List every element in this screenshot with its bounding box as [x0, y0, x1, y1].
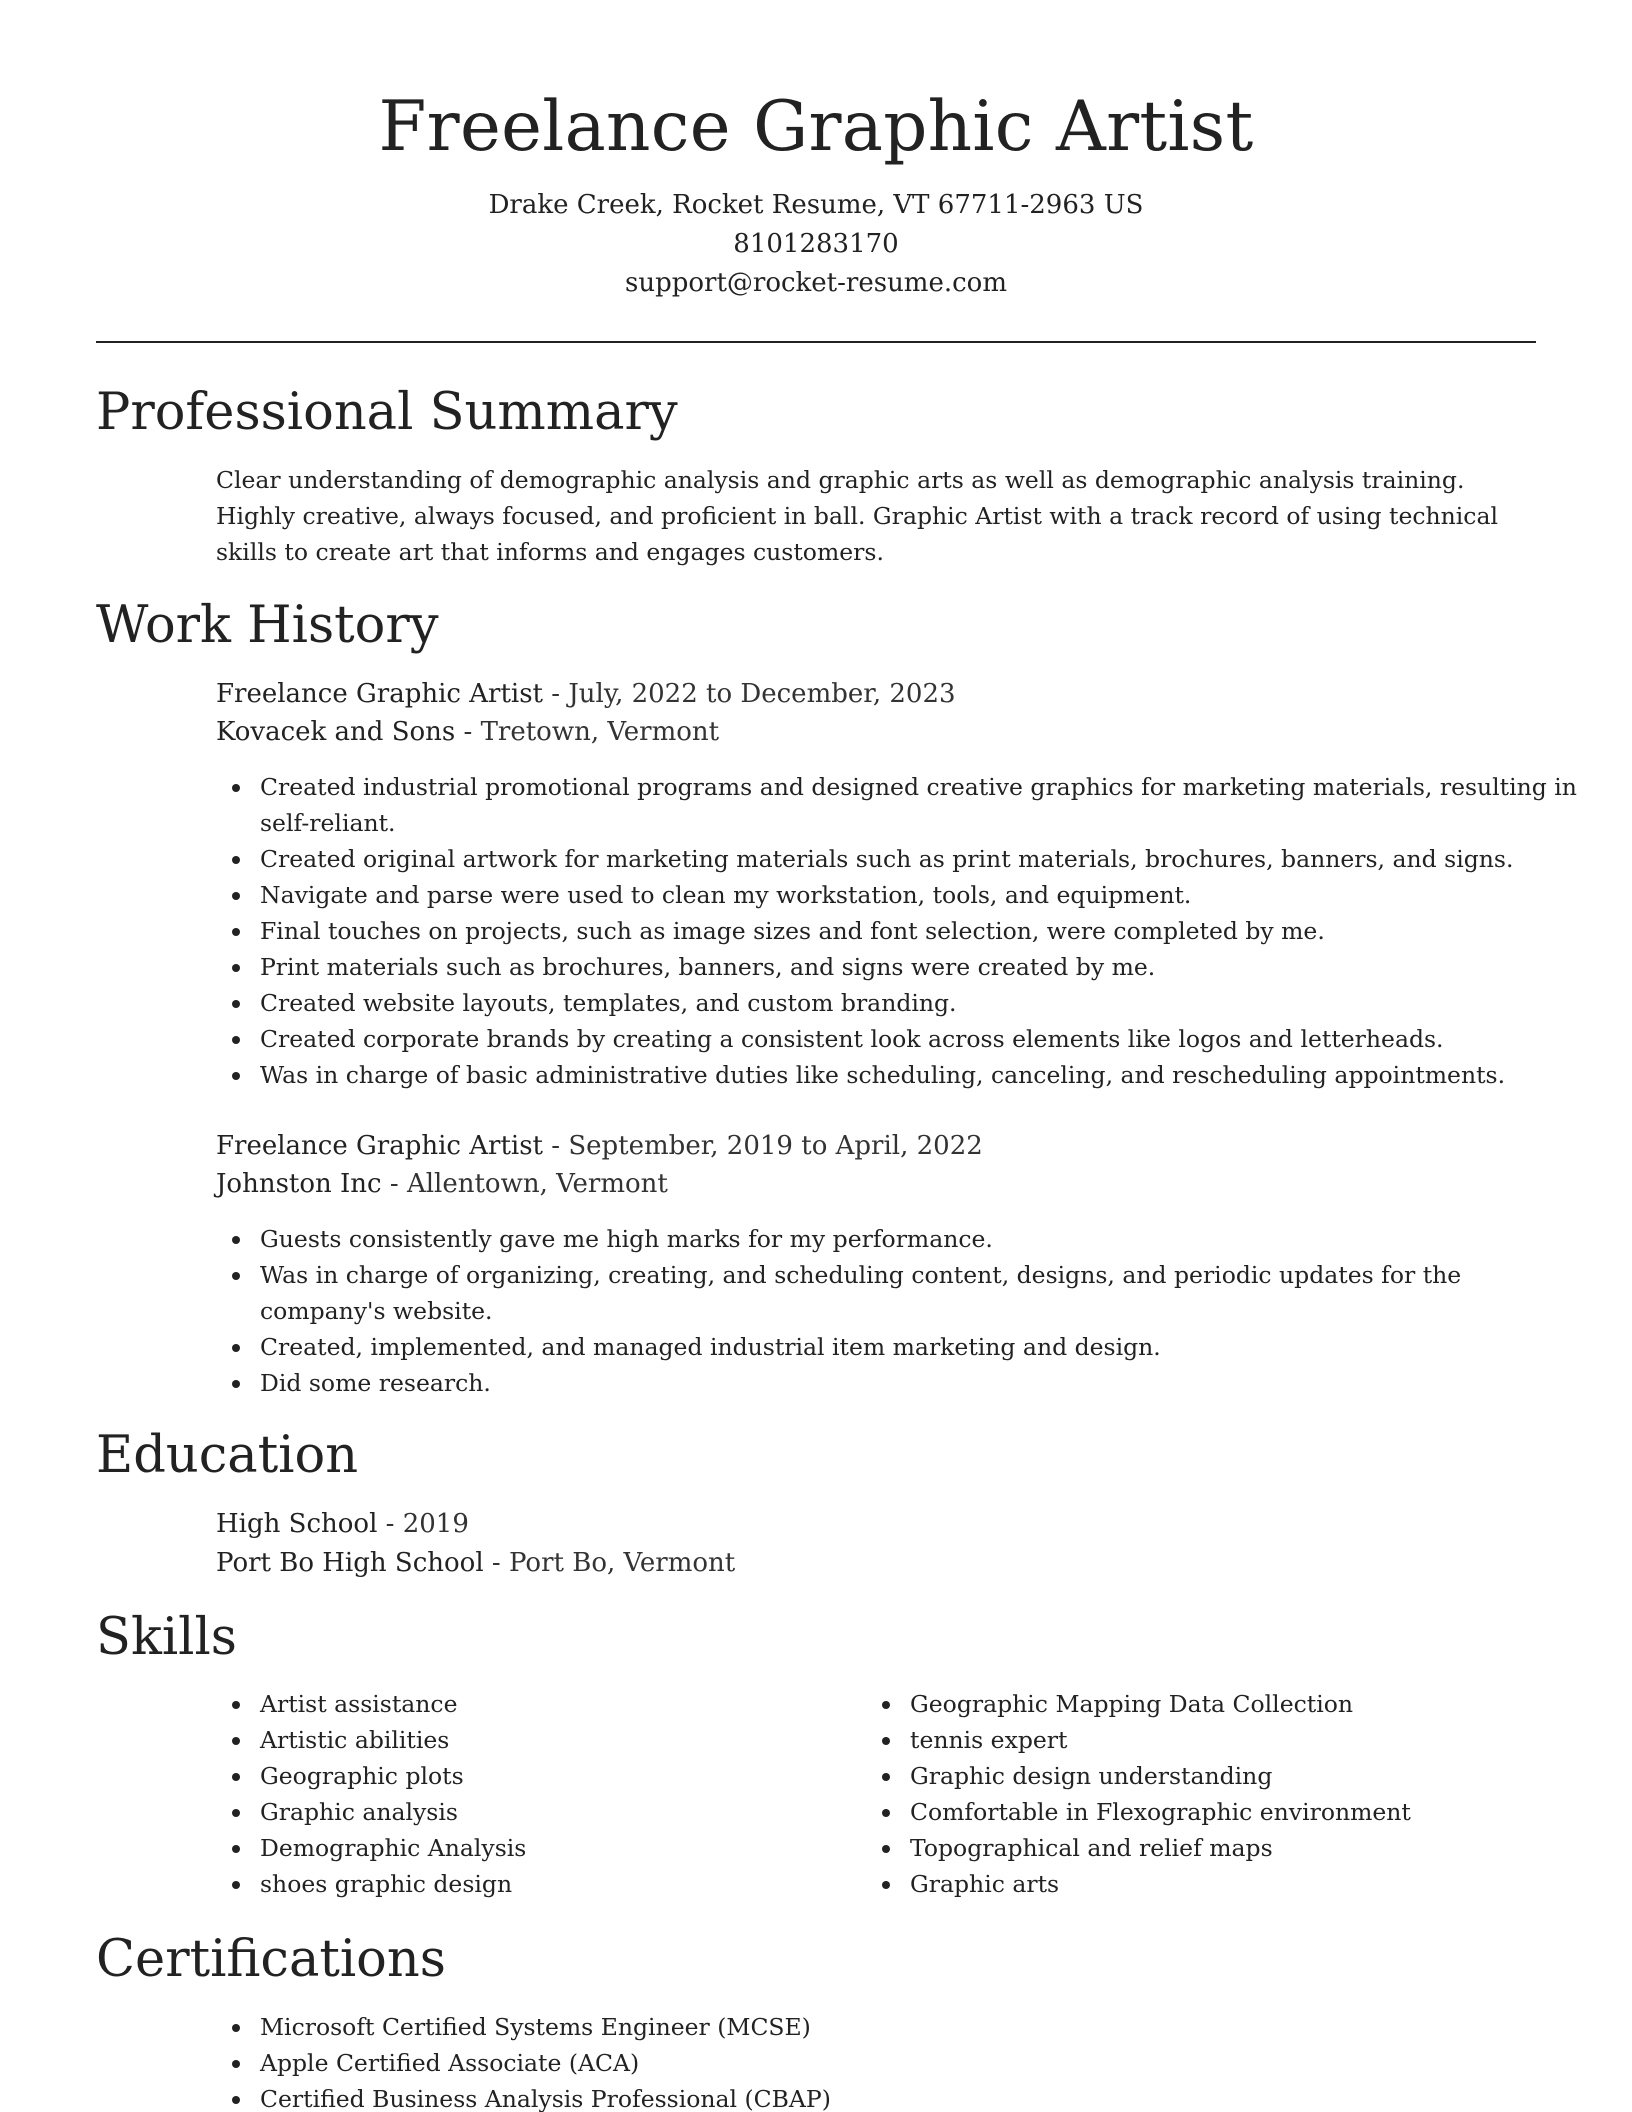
- certifications-list: [216, 2009, 1582, 2112]
- job-2-company: Johnston Inc: [216, 1169, 382, 1199]
- job-1-dates: July, 2022 to December, 2023: [568, 679, 956, 709]
- job-2-title-line: [216, 1127, 1536, 1165]
- list-item: Created corporate brands by creating a consistent look across elements like logos and letterheads.: [260, 1021, 1582, 1057]
- list-item: Navigate and parse were used to clean my workstation, tools, and equipment.: [260, 877, 1582, 913]
- education-year: 2019: [402, 1509, 469, 1539]
- job-2-loc-separator: -: [381, 1169, 407, 1199]
- certifications-heading: Certifications: [96, 1930, 446, 1989]
- list-item: Final touches on projects, such as image sizes and font selection, were completed by me.: [260, 913, 1582, 949]
- job-2-location: Allentown, Vermont: [406, 1169, 668, 1199]
- list-item: Topographical and relief maps: [910, 1830, 1580, 1866]
- list-item: Was in charge of organizing, creating, and scheduling content, designs, and periodic updates for the company's website.: [260, 1257, 1582, 1329]
- job-1-company: Kovacek and Sons: [216, 717, 456, 747]
- candidate-name: Freelance Graphic Artist: [378, 87, 1254, 167]
- education-loc-separator: -: [483, 1548, 509, 1578]
- header-divider: [96, 341, 1536, 343]
- job-2-separator: -: [543, 1131, 569, 1161]
- list-item: Was in charge of basic administrative duties like scheduling, canceling, and rescheduling appointments.: [260, 1057, 1582, 1093]
- job-1-loc-separator: -: [455, 717, 481, 747]
- work-history-heading: Work History: [96, 596, 439, 655]
- list-item: Artistic abilities: [260, 1722, 860, 1758]
- job-1-location: Tretown, Vermont: [480, 717, 720, 747]
- job-2-role: Freelance Graphic Artist: [216, 1131, 544, 1161]
- list-item: shoes graphic design: [260, 1866, 860, 1902]
- list-item: Geographic plots: [260, 1758, 860, 1794]
- list-item: Created original artwork for marketing materials such as print materials, brochures, banners, and signs.: [260, 841, 1582, 877]
- skills-list-right: [866, 1686, 1580, 1902]
- contact-email: support@rocket-resume.com: [624, 268, 1007, 298]
- resume-header: [96, 82, 1536, 303]
- education-degree-line: [216, 1505, 1536, 1543]
- education-school-line: [216, 1544, 1536, 1582]
- job-2-dates: September, 2019 to April, 2022: [568, 1131, 983, 1161]
- list-item: Print materials such as brochures, banners, and signs were created by me.: [260, 949, 1582, 985]
- job-1-company-line: [216, 713, 1536, 751]
- list-item: Comfortable in Flexographic environment: [910, 1794, 1580, 1830]
- job-1-title-line: [216, 675, 1536, 713]
- summary-heading: Professional Summary: [96, 383, 678, 442]
- list-item: Created website layouts, templates, and custom branding.: [260, 985, 1582, 1021]
- list-item: Geographic Mapping Data Collection: [910, 1686, 1580, 1722]
- job-1-separator: -: [543, 679, 569, 709]
- education-separator: -: [377, 1509, 403, 1539]
- job-1-bullet-list: [216, 769, 1582, 1093]
- list-item: Graphic design understanding: [910, 1758, 1580, 1794]
- skills-list-left: [216, 1686, 860, 1902]
- list-item: Graphic arts: [910, 1866, 1580, 1902]
- contact-phone: 8101283170: [733, 229, 899, 259]
- job-1-role: Freelance Graphic Artist: [216, 679, 544, 709]
- list-item: Microsoft Certified Systems Engineer (MCSE): [260, 2009, 1582, 2045]
- list-item: Apple Certified Associate (ACA): [260, 2045, 1582, 2081]
- job-2-bullet-list: [216, 1221, 1582, 1401]
- list-item: tennis expert: [910, 1722, 1580, 1758]
- contact-address: Drake Creek, Rocket Resume, VT 67711-2963 US: [488, 190, 1144, 220]
- education-degree: High School: [216, 1509, 378, 1539]
- list-item: Created, implemented, and managed industrial item marketing and design.: [260, 1329, 1582, 1365]
- education-school: Port Bo High School: [216, 1548, 484, 1578]
- list-item: Created industrial promotional programs and designed creative graphics for marketing materials, resulting in self-reliant.: [260, 769, 1582, 841]
- education-heading: Education: [96, 1426, 359, 1485]
- job-2-company-line: [216, 1165, 1536, 1203]
- list-item: Guests consistently gave me high marks for my performance.: [260, 1221, 1582, 1257]
- list-item: Graphic analysis: [260, 1794, 860, 1830]
- skills-heading: Skills: [96, 1608, 237, 1667]
- list-item: Artist assistance: [260, 1686, 860, 1722]
- list-item: Demographic Analysis: [260, 1830, 860, 1866]
- education-location: Port Bo, Vermont: [508, 1548, 736, 1578]
- list-item: Did some research.: [260, 1365, 1582, 1401]
- summary-text: Clear understanding of demographic analysis and graphic arts as well as demographic analysis training. Highly creative, always focused, and proficient in ball. Graphic Artist with a track record of using technical skills to create art that informs and engages customers.: [216, 466, 1498, 566]
- list-item: Certified Business Analysis Professional (CBAP): [260, 2081, 1582, 2112]
